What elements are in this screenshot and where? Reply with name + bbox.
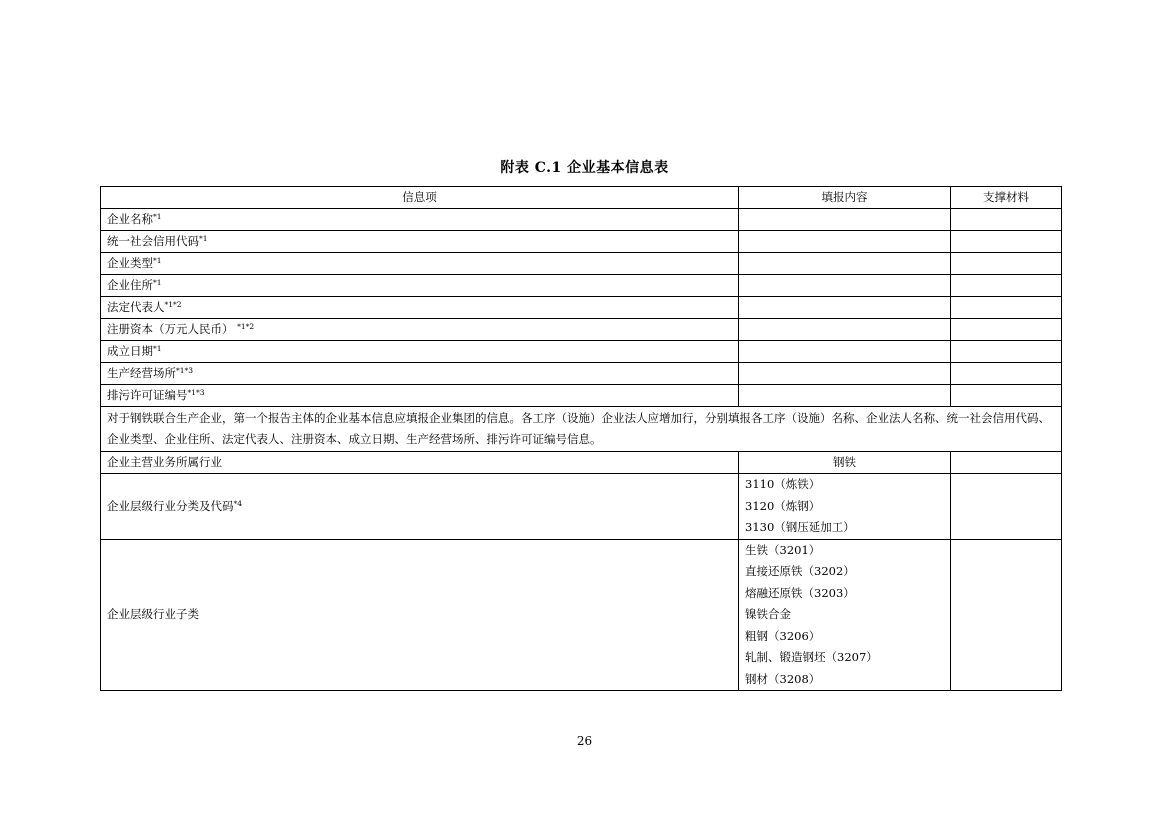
row-label: 法定代表人$^{*1*2}$: [101, 297, 739, 319]
list-item: 直接还原铁（3202）: [745, 564, 855, 578]
list-item: 粗钢（3206）: [745, 628, 821, 643]
page-number: 26: [576, 734, 593, 748]
header-row: [101, 187, 1062, 209]
row-label: 企业类型$^{*1}$: [101, 253, 739, 275]
header-support: 支撑材料: [951, 187, 1062, 209]
table-row: [101, 341, 1062, 363]
industry-row: [101, 452, 1062, 474]
content-cell[interactable]: [739, 341, 951, 363]
content-cell[interactable]: [739, 231, 951, 253]
list-item: 钢材（3208）: [745, 671, 821, 686]
content-cell[interactable]: [739, 297, 951, 319]
classification-row: [101, 474, 1062, 540]
footnote-mark: *1: [153, 212, 162, 221]
table-row: [101, 363, 1062, 385]
footnote-mark: *1: [199, 234, 208, 243]
industry-value: 钢铁: [739, 452, 951, 474]
content-cell[interactable]: [739, 319, 951, 341]
row-label: 统一社会信用代码$^{*1}$: [101, 231, 739, 253]
subclass-row: [101, 539, 1062, 691]
support-cell[interactable]: [951, 452, 1062, 474]
content-cell[interactable]: [739, 209, 951, 231]
support-cell[interactable]: [951, 253, 1062, 275]
table-row: [101, 231, 1062, 253]
note-row: [101, 407, 1062, 452]
note-text: 对于钢铁联合生产企业，第一个报告主体的企业基本信息应填报企业集团的信息。各工序（设施）企业法人应增加行，分别填报各工序（设施）名称、企业法人名称、统一社会信用代码、企业类型、企业住所、法定代表人、注册资本、成立日期、生产经营场所、排污许可证编号信息。: [101, 407, 1062, 452]
support-cell[interactable]: [951, 385, 1062, 407]
header-content: 填报内容: [739, 187, 951, 209]
row-label: 生产经营场所$^{*1*3}$: [101, 363, 739, 385]
list-item: 3130（钢压延加工）: [745, 520, 855, 534]
support-cell[interactable]: [951, 474, 1062, 540]
support-cell[interactable]: [951, 231, 1062, 253]
table-row: [101, 209, 1062, 231]
row-label: 企业名称$^{*1}$: [101, 209, 739, 231]
support-cell[interactable]: [951, 319, 1062, 341]
content-cell[interactable]: [739, 253, 951, 275]
footnote-mark: *1: [153, 344, 162, 353]
row-label: 注册资本（万元人民币） $^{*1*2}$: [101, 319, 739, 341]
industry-label: 企业主营业务所属行业: [101, 452, 739, 474]
footnote-mark: *1*3: [176, 366, 194, 375]
footnote-mark: *1: [153, 278, 162, 287]
subclass-label: 企业层级行业子类: [101, 539, 739, 691]
support-cell[interactable]: [951, 209, 1062, 231]
classification-values: [739, 474, 951, 540]
support-cell[interactable]: [951, 297, 1062, 319]
list-item: 轧制、锻造钢坯（3207）: [745, 650, 878, 664]
table-title: 附表 C.1 企业基本信息表: [500, 160, 669, 176]
footnote-mark: *4: [233, 498, 243, 508]
row-label: 企业住所$^{*1}$: [101, 275, 739, 297]
list-item: 3110（炼铁）: [745, 477, 821, 491]
table-row: [101, 385, 1062, 407]
header-item: 信息项: [101, 187, 739, 209]
support-cell[interactable]: [951, 539, 1062, 691]
support-cell[interactable]: [951, 341, 1062, 363]
row-label: 成立日期$^{*1}$: [101, 341, 739, 363]
table-row: [101, 297, 1062, 319]
table-row: [101, 319, 1062, 341]
footnote-mark: *1*3: [187, 388, 205, 397]
list-item: 生铁（3201）: [745, 542, 821, 557]
list-item: 熔融还原铁（3203）: [745, 585, 855, 600]
classification-label: 企业层级行业分类及代码$^{*4}$: [101, 474, 739, 540]
list-item: 3120（炼钢）: [745, 498, 821, 513]
content-cell[interactable]: [739, 385, 951, 407]
content-cell[interactable]: [739, 363, 951, 385]
content-cell[interactable]: [739, 275, 951, 297]
subclass-values: [739, 539, 951, 691]
footnote-mark: *1: [153, 256, 162, 265]
footnote-mark: *1*2: [237, 322, 255, 331]
table-row: [101, 253, 1062, 275]
table-row: [101, 275, 1062, 297]
row-label: 排污许可证编号$^{*1*3}$: [101, 385, 739, 407]
support-cell[interactable]: [951, 363, 1062, 385]
list-item: 镍铁合金: [745, 607, 791, 621]
enterprise-info-table: [100, 186, 1062, 691]
support-cell[interactable]: [951, 275, 1062, 297]
footnote-mark: *1*2: [164, 300, 182, 309]
